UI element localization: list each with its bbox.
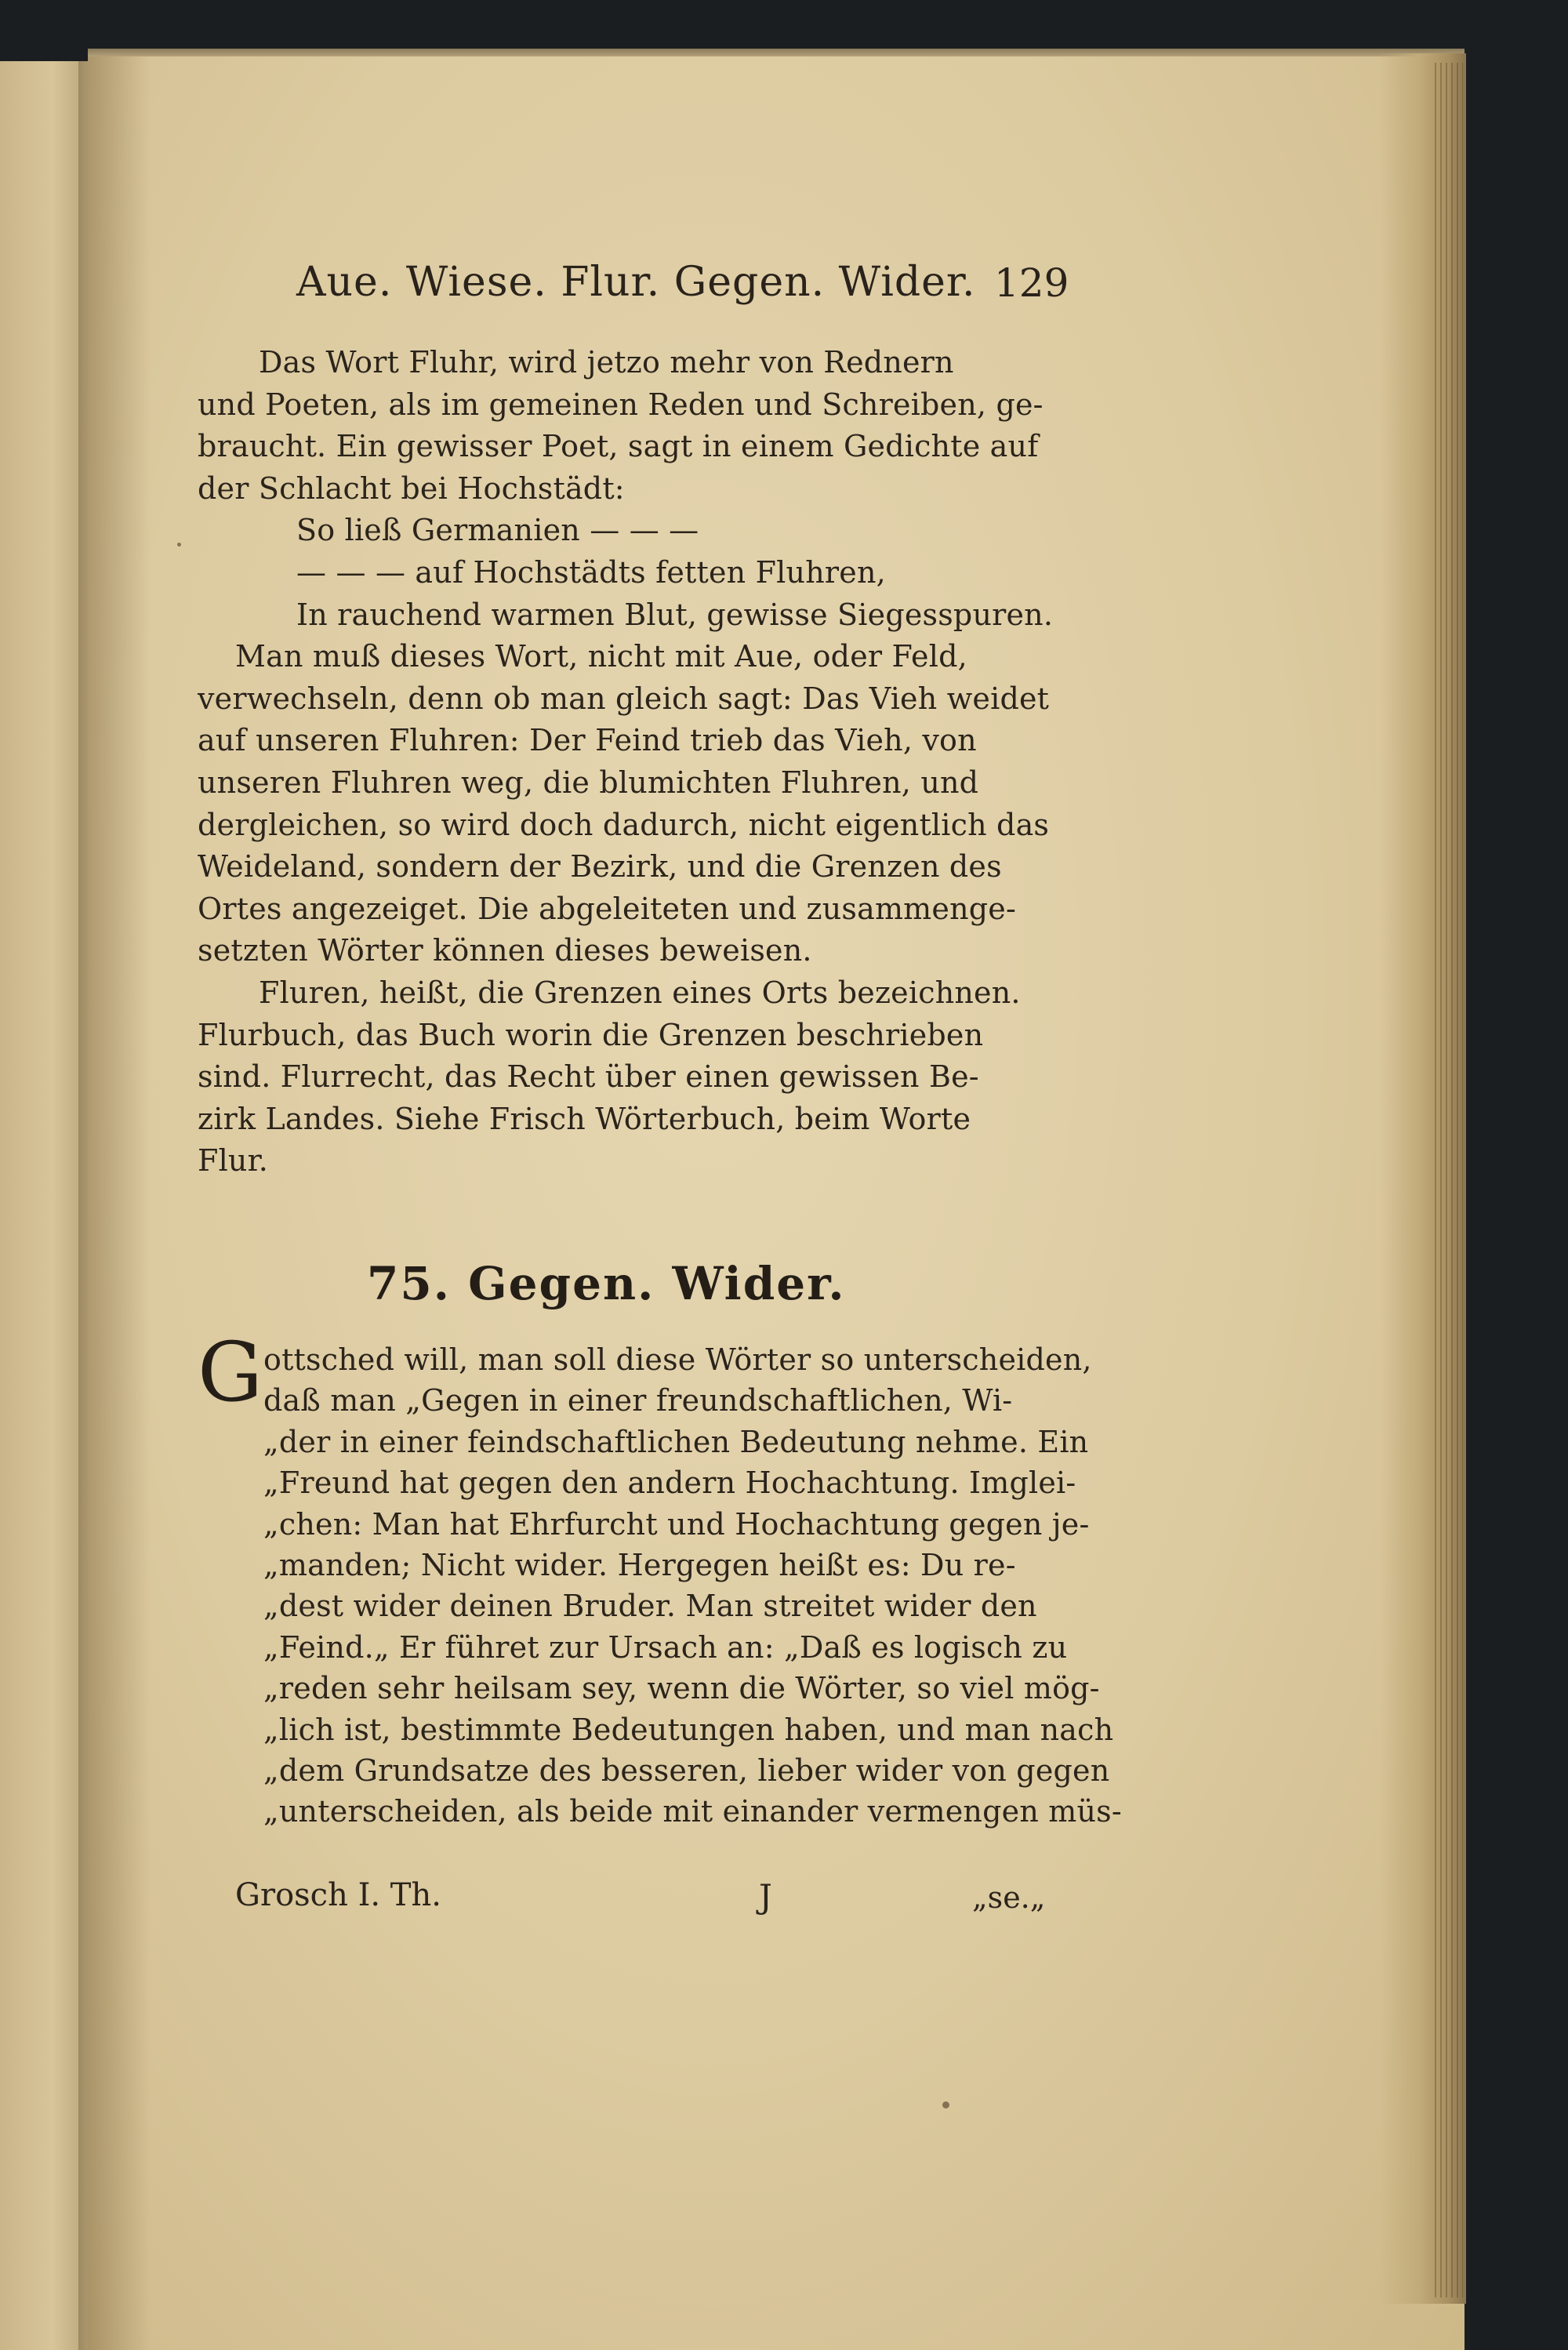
- text-line: „Freund hat gegen den andern Hochachtung. Imglei-: [263, 1466, 1076, 1501]
- text-line: „der in einer feindschaftlichen Bedeutung nehme. Ein: [263, 1424, 1089, 1459]
- text-line: Das Wort Fluhr, wird jetzo mehr von Rednern: [259, 345, 954, 380]
- signature-mark: J: [759, 1877, 772, 1916]
- text-line: zirk Landes. Siehe Frisch Wörterbuch, beim Worte: [198, 1101, 971, 1136]
- page-fore-edge-lines: [1435, 63, 1463, 2297]
- text-line: ottsched will, man soll diese Wörter so unterscheiden,: [263, 1342, 1092, 1377]
- text-line: Flur.: [198, 1143, 269, 1179]
- text-line: — — — auf Hochstädts fetten Fluhren,: [296, 555, 886, 590]
- text-line: daß man „Gegen in einer freundschaftlichen, Wi-: [263, 1383, 1013, 1418]
- section-heading: 75. Gegen. Wider.: [367, 1257, 846, 1310]
- text-line: So ließ Germanien — — —: [296, 513, 699, 548]
- text-line: dergleichen, so wird doch dadurch, nicht eigentlich das: [198, 807, 1050, 842]
- text-line: Weideland, sondern der Bezirk, und die Grenzen des: [198, 849, 1002, 884]
- text-line: „reden sehr heilsam sey, wenn die Wörter, so viel mög-: [263, 1671, 1100, 1706]
- ink-spot: [942, 2101, 949, 2108]
- catchword: „se.„: [972, 1880, 1046, 1915]
- page-gutter-shadow: [88, 56, 151, 2350]
- signature-line: Grosch I. Th.: [235, 1877, 441, 1913]
- text-line: Fluren, heißt, die Grenzen eines Orts bezeichnen.: [259, 975, 1021, 1010]
- text-line: Ortes angezeiget. Die abgeleiteten und zusammenge-: [198, 891, 1017, 926]
- ink-spot: [177, 543, 181, 547]
- text-line: „chen: Man hat Ehrfurcht und Hochachtung gegen je-: [263, 1506, 1090, 1542]
- left-page-edge: [0, 61, 88, 2350]
- text-line: und Poeten, als im gemeinen Reden und Schreiben, ge-: [198, 387, 1044, 422]
- text-line: „dem Grundsatze des besseren, lieber wider von gegen: [263, 1753, 1110, 1788]
- text-line: „unterscheiden, als beide mit einander vermengen müs-: [263, 1794, 1122, 1829]
- text-line: In rauchend warmen Blut, gewisse Siegesspuren.: [296, 597, 1054, 632]
- text-line: unseren Fluhren weg, die blumichten Fluhren, und: [198, 765, 979, 800]
- text-line: „Feind.„ Er führet zur Ursach an: „Daß es logisch zu: [263, 1629, 1068, 1665]
- running-header: Aue. Wiese. Flur. Gegen. Wider.: [296, 259, 976, 306]
- text-line: „dest wider deinen Bruder. Man streitet wider den: [263, 1589, 1037, 1624]
- text-line: braucht. Ein gewisser Poet, sagt in einem Gedichte auf: [198, 429, 1039, 464]
- drop-initial: G: [198, 1324, 263, 1420]
- text-line: verwechseln, denn ob man gleich sagt: Das Vieh weidet: [198, 681, 1050, 716]
- text-line: der Schlacht bei Hochstädt:: [198, 470, 625, 506]
- page-number: 129: [994, 260, 1069, 306]
- text-line: Man muß dieses Wort, nicht mit Aue, oder Feld,: [235, 639, 967, 674]
- text-line: auf unseren Fluhren: Der Feind trieb das Vieh, von: [198, 723, 977, 758]
- text-line: Flurbuch, das Buch worin die Grenzen beschrieben: [198, 1017, 984, 1052]
- text-line: „manden; Nicht wider. Hergegen heißt es: Du re-: [263, 1548, 1016, 1582]
- text-line: setzten Wörter können dieses beweisen.: [198, 933, 812, 968]
- text-line: sind. Flurrecht, das Recht über einen gewissen Be-: [198, 1059, 979, 1095]
- text-line: „lich ist, bestimmte Bedeutungen haben, und man nach: [263, 1712, 1114, 1747]
